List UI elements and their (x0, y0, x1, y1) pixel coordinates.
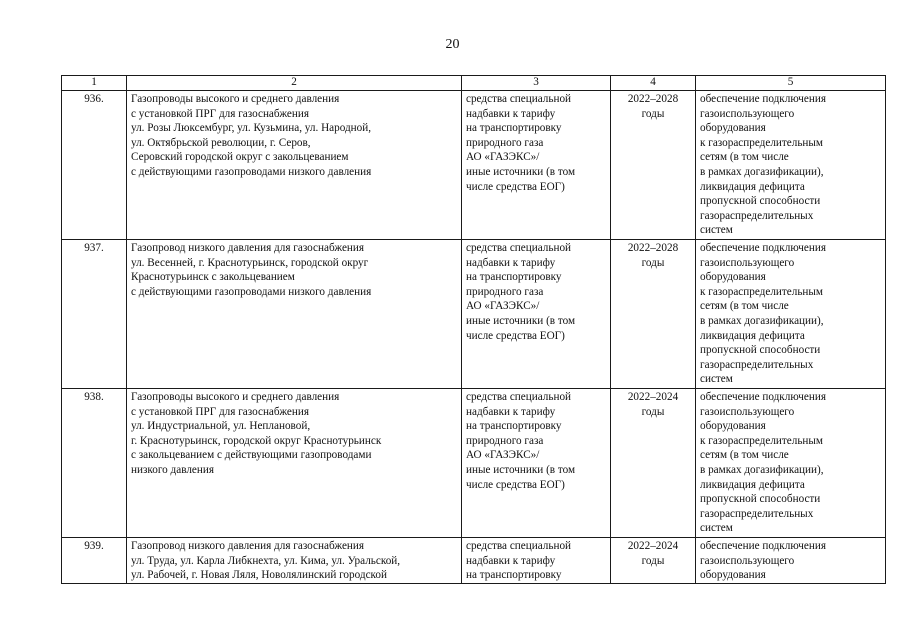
column-header-2: 2 (127, 76, 462, 91)
column-header-5: 5 (696, 76, 886, 91)
funding-source: средства специальной надбавки к тарифу на транспортировку (462, 538, 611, 584)
table-row (62, 240, 886, 389)
funding-source: средства специальной надбавки к тарифу на транспортировку природного газа АО «ГАЗЭКС»/ иные источники (в том числе средства ЕОГ) (462, 91, 611, 240)
table-row (62, 389, 886, 538)
funding-source: средства специальной надбавки к тарифу на транспортировку природного газа АО «ГАЗЭКС»/ иные источники (в том числе средства ЕОГ) (462, 389, 611, 538)
project-name: Газопровод низкого давления для газоснабжения ул. Труда, ул. Карла Либкнехта, ул. Кима, ул. Уральской, ул. Рабочей, г. Новая Ляля, Новолялинский городской (127, 538, 462, 584)
table-row (62, 91, 886, 240)
project-name: Газопроводы высокого и среднего давления с установкой ПРГ для газоснабжения ул. Розы Люксембург, ул. Кузьмина, ул. Народной, ул. Октябрьской революции, г. Серов, Серовский городской округ с закольцеванием с действующими газопроводами низкого давления (127, 91, 462, 240)
row-number: 937. (62, 240, 127, 389)
row-number: 938. (62, 389, 127, 538)
goal: обеспечение подключения газоиспользующего оборудования к газораспределительным сетям (в том числе в рамках догазификации), ликвидация дефицита пропускной способности газораспределительных систем (696, 91, 886, 240)
column-header-4: 4 (611, 76, 696, 91)
projects-table (61, 75, 886, 584)
project-name: Газопровод низкого давления для газоснабжения ул. Весенней, г. Краснотурьинск, городской округ Краснотурьинск с закольцеванием с действующими газопроводами низкого давления (127, 240, 462, 389)
period: 2022–2024 годы (611, 389, 696, 538)
goal: обеспечение подключения газоиспользующего оборудования к газораспределительным сетям (в том числе в рамках догазификации), ликвидация дефицита пропускной способности газораспределительных систем (696, 240, 886, 389)
row-number: 939. (62, 538, 127, 584)
goal: обеспечение подключения газоиспользующего оборудования к газораспределительным сетям (в том числе в рамках догазификации), ликвидация дефицита пропускной способности газораспределительных систем (696, 389, 886, 538)
period: 2022–2028 годы (611, 91, 696, 240)
period: 2022–2024 годы (611, 538, 696, 584)
table-header-row (62, 76, 886, 91)
table-row (62, 538, 886, 584)
goal: обеспечение подключения газоиспользующего оборудования (696, 538, 886, 584)
row-number: 936. (62, 91, 127, 240)
period: 2022–2028 годы (611, 240, 696, 389)
column-header-3: 3 (462, 76, 611, 91)
page-number: 20 (445, 37, 460, 52)
funding-source: средства специальной надбавки к тарифу на транспортировку природного газа АО «ГАЗЭКС»/ иные источники (в том числе средства ЕОГ) (462, 240, 611, 389)
project-name: Газопроводы высокого и среднего давления с установкой ПРГ для газоснабжения ул. Индустриальной, ул. Неплановой, г. Краснотурьинск, городской округ Краснотурьинск с закольцеванием с действующими газопроводами низкого давления (127, 389, 462, 538)
column-header-1: 1 (62, 76, 127, 91)
